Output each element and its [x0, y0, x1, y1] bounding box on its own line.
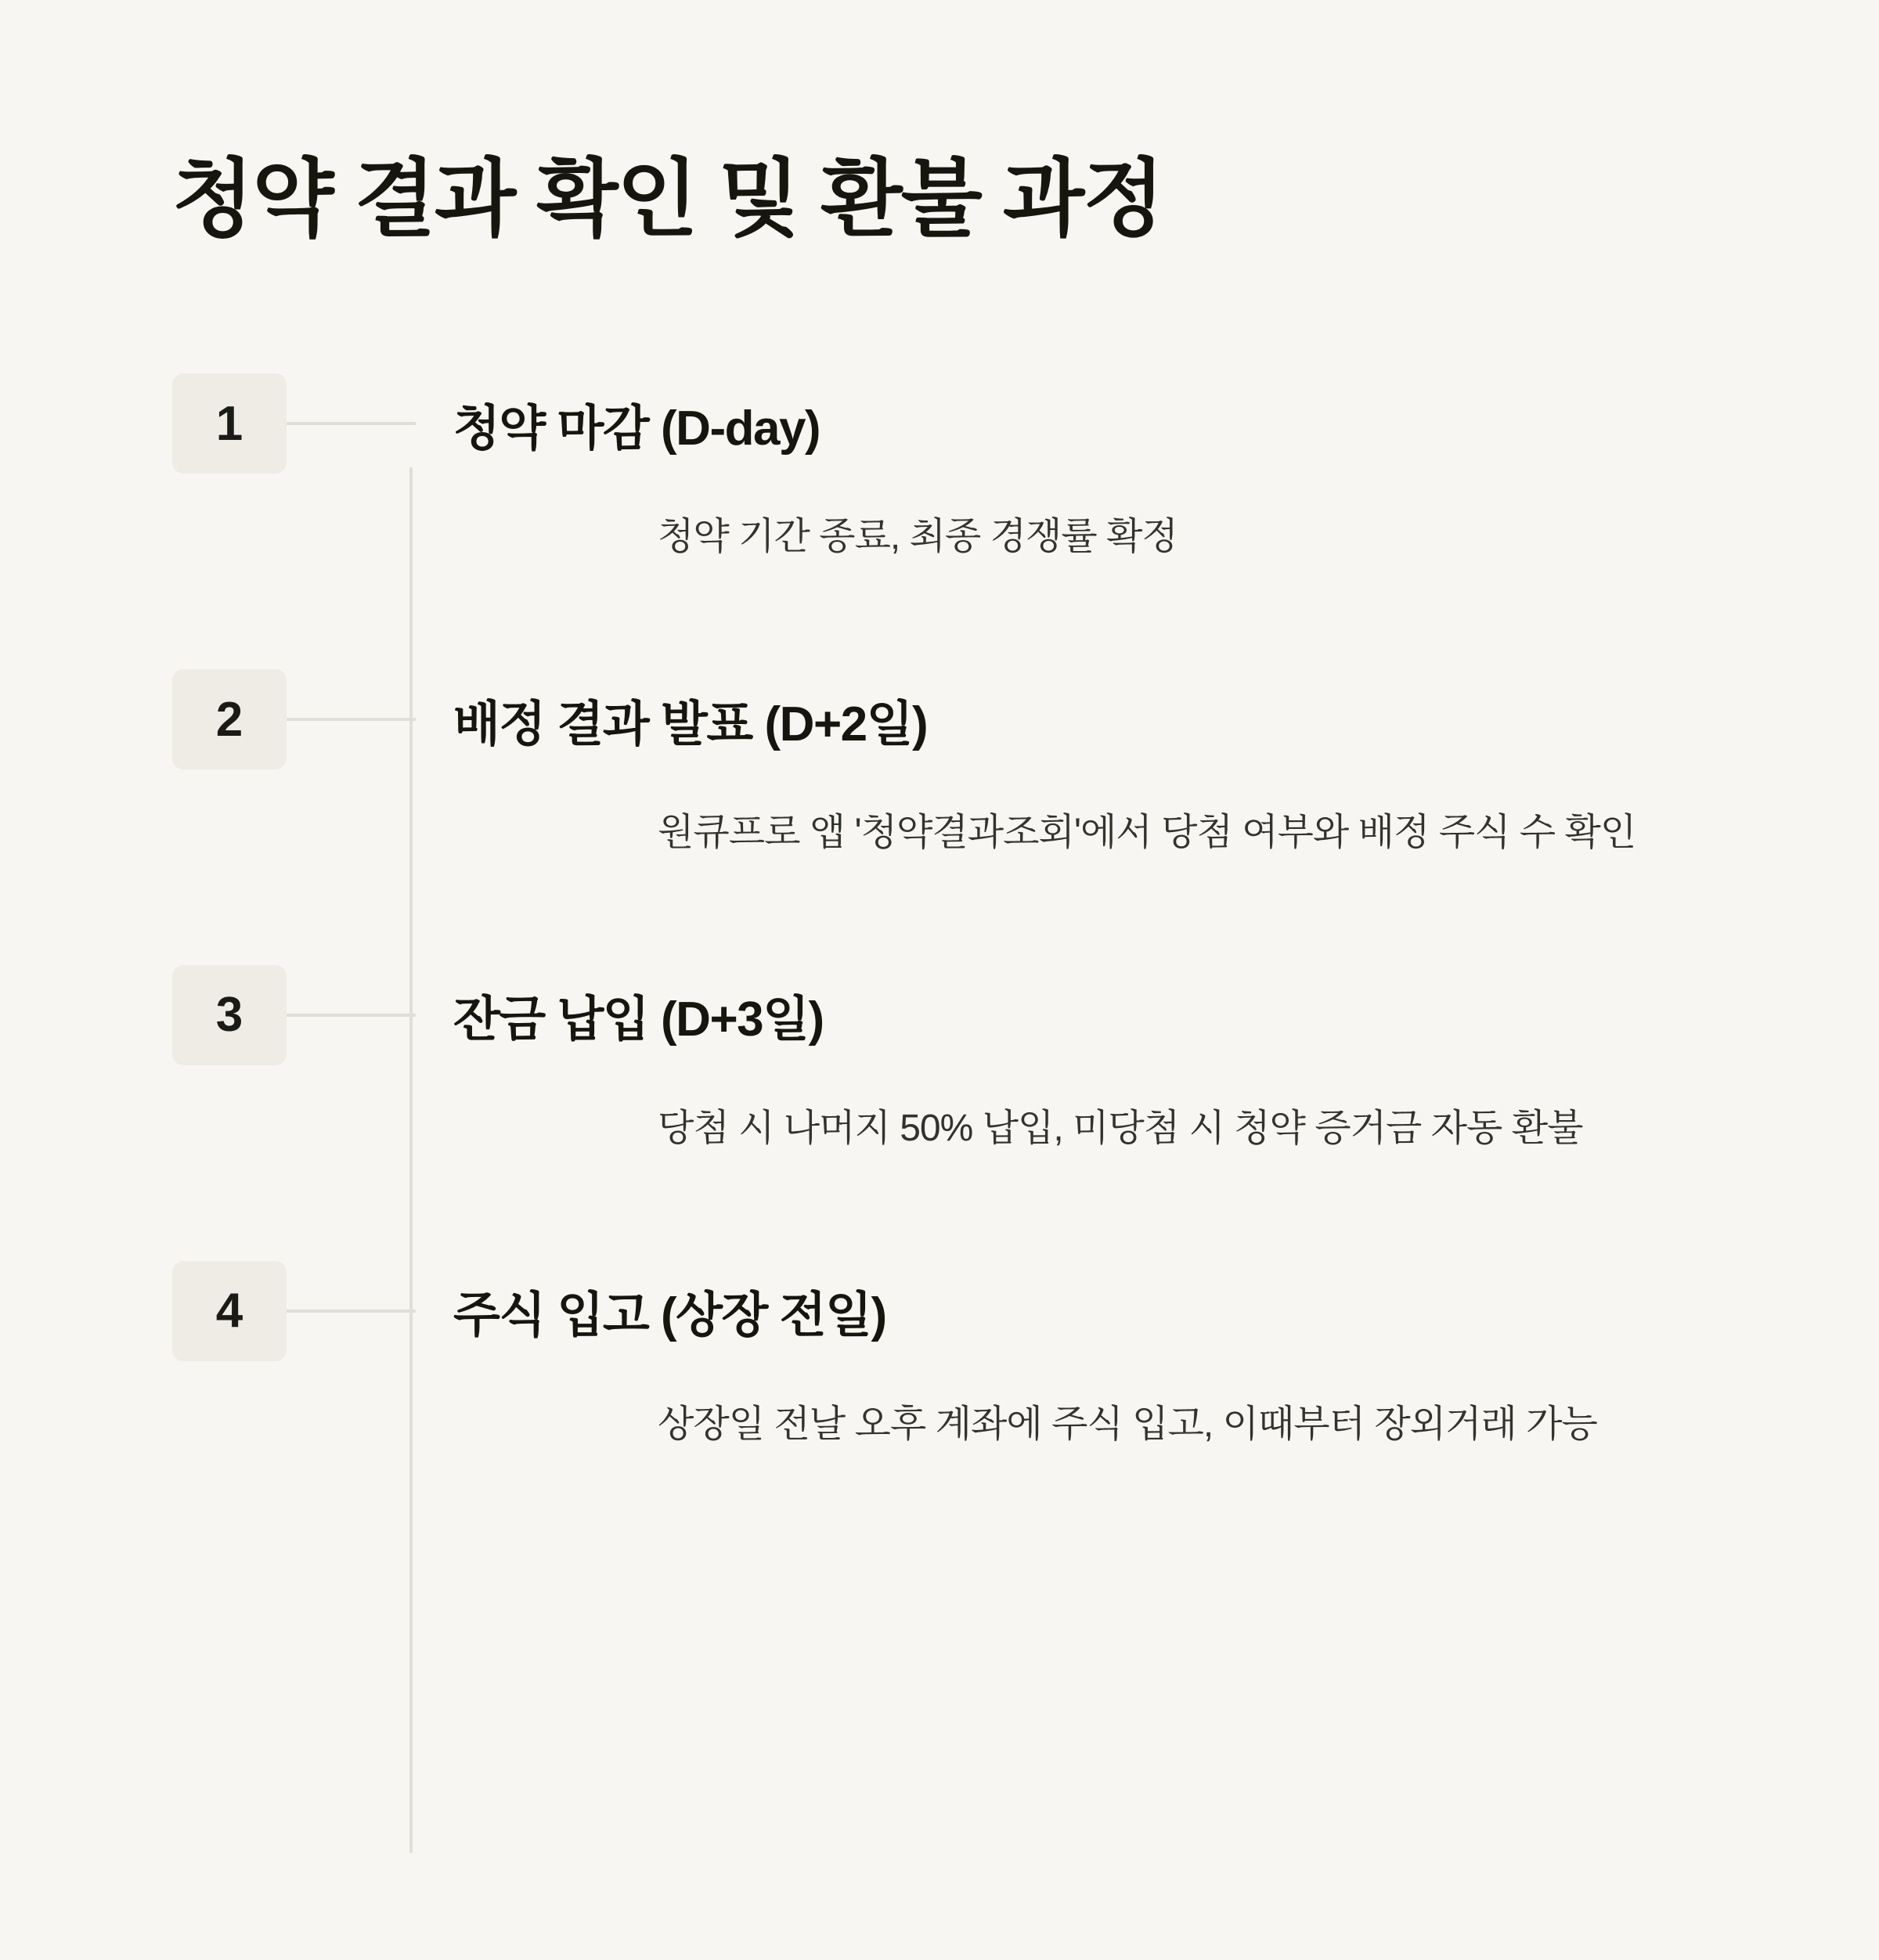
step-title: 잔금 납입 (D+3일) [453, 993, 824, 1047]
page-title: 청약 결과 확인 및 환불 과정 [172, 151, 1163, 246]
timeline [172, 373, 1722, 1454]
step-header [172, 669, 1722, 769]
step-connector-line [287, 718, 416, 721]
step-connector-line [287, 1310, 416, 1313]
step-header [172, 965, 1722, 1065]
step-description: 원큐프로 앱 '청약결과조회'에서 당첨 여부와 배정 주식 수 확인 [658, 812, 1636, 854]
step-header [172, 1261, 1722, 1361]
step-header [172, 373, 1722, 474]
step-description: 상장일 전날 오후 계좌에 주식 입고, 이때부터 장외거래 가능 [658, 1403, 1597, 1445]
step-number-badge: 3 [172, 965, 287, 1065]
step-number-badge: 1 [172, 373, 287, 474]
timeline-step-1 [172, 373, 1722, 567]
step-connector-line [287, 422, 416, 425]
step-title: 배정 결과 발표 (D+2일) [453, 697, 928, 751]
timeline-step-2 [172, 669, 1722, 863]
timeline-step-4 [172, 1261, 1722, 1455]
step-title: 청약 마감 (D-day) [453, 401, 820, 456]
timeline-step-3 [172, 965, 1722, 1159]
step-description: 당첨 시 나머지 50% 납입, 미당첨 시 청약 증거금 자동 환불 [658, 1107, 1583, 1149]
step-title: 주식 입고 (상장 전일) [453, 1288, 886, 1343]
step-description: 청약 기간 종료, 최종 경쟁률 확정 [658, 516, 1178, 558]
step-number-badge: 4 [172, 1261, 287, 1361]
step-connector-line [287, 1014, 416, 1017]
step-number-badge: 2 [172, 669, 287, 769]
